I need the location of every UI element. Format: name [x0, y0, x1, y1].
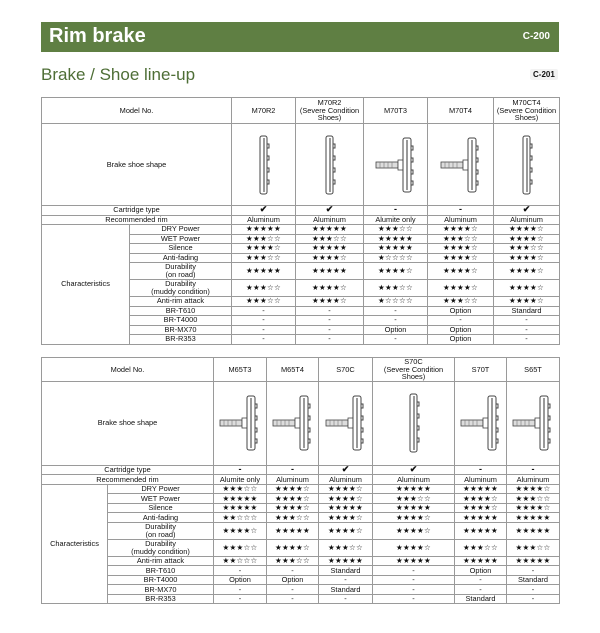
cell-mx70: - — [267, 585, 319, 595]
model-name-line: S70T — [471, 364, 490, 374]
star-rating: ★★★☆☆ — [232, 297, 296, 307]
cell-r353: - — [507, 594, 560, 604]
row-label-br-r353: BR-R353 — [130, 335, 232, 345]
brake-shoe-image — [364, 124, 428, 206]
star-rating: ★★★★☆ — [428, 244, 494, 254]
star-rating: ★★★★☆ — [232, 244, 296, 254]
star-rating: ★★★☆☆ — [296, 234, 364, 244]
cell-cartridge: - — [507, 465, 560, 475]
star-rating: ★★★★★ — [507, 513, 560, 523]
model-name-line: (Severe Condition Shoes) — [383, 364, 444, 382]
cell-t4000: - — [296, 316, 364, 326]
star-rating: ★★★★☆ — [428, 253, 494, 263]
cell-r353: - — [319, 594, 373, 604]
cell-cartridge: - — [364, 206, 428, 216]
star-rating: ★★★★☆ — [494, 297, 560, 307]
star-rating: ★★★★☆ — [319, 522, 373, 539]
brake-shoe-shape-icon — [511, 392, 555, 454]
page-code: C-200 — [522, 31, 550, 42]
cell-r353: Option — [428, 335, 494, 345]
star-rating: ★★★☆☆ — [507, 539, 560, 556]
cell-t4000: - — [494, 316, 560, 326]
row-label-line: (on road) — [145, 529, 176, 539]
model-name — [455, 358, 507, 382]
model-name-line: S70C — [336, 364, 355, 374]
star-rating: ★★★★★ — [507, 556, 560, 566]
star-rating: ★★★☆☆ — [373, 494, 455, 504]
star-rating: ★★★★★ — [214, 503, 267, 513]
model-name — [214, 358, 267, 382]
row-label-br-t4000: BR-T4000 — [130, 316, 232, 326]
star-rating: ★★★★☆ — [494, 263, 560, 280]
star-rating: ★★★★☆ — [296, 253, 364, 263]
model-name-line: M70T3 — [383, 105, 407, 115]
model-name-line: Shoes) — [514, 113, 539, 123]
row-label-wet-power: WET Power — [130, 234, 232, 244]
star-rating: ★★★☆☆ — [428, 297, 494, 307]
cell-t610: - — [214, 566, 267, 576]
cell-t610: - — [296, 306, 364, 316]
brake-shoe-image — [214, 381, 267, 465]
brake-shoe-shape-icon — [323, 134, 337, 196]
cell-rim: Alumite only — [214, 475, 267, 485]
model-name-line: M70T4 — [448, 105, 472, 115]
cell-t4000: - — [455, 575, 507, 585]
model-name-line: M70R2 — [251, 105, 276, 115]
star-rating: ★★★☆☆ — [455, 539, 507, 556]
row-label-dry-power: DRY Power — [130, 225, 232, 235]
brake-shoe-image — [494, 124, 560, 206]
star-rating: ★★★★★ — [373, 503, 455, 513]
model-name — [428, 98, 494, 124]
star-rating: ★★★★☆ — [373, 539, 455, 556]
cell-r353: Standard — [455, 594, 507, 604]
cell-cartridge: ✔ — [296, 206, 364, 216]
cell-mx70: - — [455, 585, 507, 595]
brake-shoe-shape-icon — [324, 392, 368, 454]
cell-t4000: Option — [267, 575, 319, 585]
star-rating: ★★★☆☆ — [494, 244, 560, 254]
brake-shoe-image — [296, 124, 364, 206]
star-rating: ★★★★☆ — [494, 253, 560, 263]
star-rating: ★★★★☆ — [494, 234, 560, 244]
cell-rim: Aluminum — [455, 475, 507, 485]
row-label-wet-power: WET Power — [108, 494, 214, 504]
star-rating: ★★★★☆ — [214, 522, 267, 539]
star-rating: ★★★★★ — [507, 522, 560, 539]
model-name-line: M65T4 — [280, 364, 304, 374]
cell-mx70: Standard — [319, 585, 373, 595]
star-rating: ★★★☆☆ — [232, 280, 296, 297]
cell-cartridge: - — [267, 465, 319, 475]
cell-cartridge: ✔ — [232, 206, 296, 216]
cell-mx70: - — [373, 585, 455, 595]
cell-r353: - — [214, 594, 267, 604]
model-name — [507, 358, 560, 382]
brake-shoe-shape-icon — [407, 392, 421, 454]
star-rating: ★★★★★ — [232, 263, 296, 280]
model-name — [296, 98, 364, 124]
star-rating: ★★☆☆☆ — [214, 556, 267, 566]
cell-rim: Aluminum — [319, 475, 373, 485]
brake-shoe-image — [319, 381, 373, 465]
star-rating: ★★★★★ — [296, 263, 364, 280]
cell-cartridge: ✔ — [494, 206, 560, 216]
model-name-line: S70C — [404, 357, 423, 366]
cell-r353: - — [267, 594, 319, 604]
star-rating: ★★★☆☆ — [364, 225, 428, 235]
star-rating: ★★★★☆ — [296, 297, 364, 307]
brake-shoe-image — [232, 124, 296, 206]
row-label-line: (muddy condition) — [131, 546, 190, 556]
star-rating: ★★★☆☆ — [214, 484, 267, 494]
star-rating: ★★★★☆ — [373, 522, 455, 539]
cell-t610: - — [232, 306, 296, 316]
star-rating: ★★★★★ — [267, 522, 319, 539]
section-title: Brake / Shoe line-up — [41, 65, 196, 84]
cell-rim: Aluminum — [494, 215, 560, 225]
star-rating: ★★★☆☆ — [364, 280, 428, 297]
star-rating: ★★★★☆ — [507, 484, 560, 494]
brake-shoe-shape-label: Brake shoe shape — [42, 124, 232, 206]
row-label-anti-rim-attack: Anti-rim attack — [108, 556, 214, 566]
lineup-table-1 — [41, 97, 560, 345]
star-rating: ★★★★★ — [373, 556, 455, 566]
model-name-line: Shoes) — [317, 113, 342, 123]
cell-t610: Standard — [494, 306, 560, 316]
row-label-line: (on road) — [165, 270, 196, 279]
cell-mx70: - — [214, 585, 267, 595]
star-rating: ★★★★☆ — [319, 494, 373, 504]
star-rating: ★★★★★ — [364, 234, 428, 244]
model-name-line: (Severe Condition — [299, 105, 360, 115]
star-rating: ★★★★☆ — [267, 484, 319, 494]
row-label-recommended-rim: Recommended rim — [42, 475, 214, 485]
star-rating: ★★★★★ — [319, 503, 373, 513]
cell-mx70: - — [494, 325, 560, 335]
cell-t610: - — [373, 566, 455, 576]
characteristics-label: Characteristics — [42, 484, 108, 604]
cell-cartridge: - — [455, 465, 507, 475]
cell-t4000: Option — [214, 575, 267, 585]
star-rating: ★★★★★ — [455, 513, 507, 523]
model-name-line: M70R2 — [317, 98, 342, 108]
cell-t610: Option — [428, 306, 494, 316]
star-rating: ★★★★☆ — [267, 494, 319, 504]
row-label-br-mx70: BR-MX70 — [108, 585, 214, 595]
row-label-anti-fading: Anti-fading — [130, 253, 232, 263]
cell-mx70: - — [507, 585, 560, 595]
row-label-line: (muddy condition) — [151, 287, 210, 296]
star-rating: ★★★☆☆ — [267, 556, 319, 566]
star-rating: ★★★★☆ — [296, 280, 364, 297]
page-header-bar — [41, 22, 559, 52]
cell-rim: Aluminum — [267, 475, 319, 485]
brake-shoe-image — [267, 381, 319, 465]
model-name — [373, 358, 455, 382]
star-rating: ★★★★★ — [214, 494, 267, 504]
cell-rim: Aluminum — [232, 215, 296, 225]
cell-t610: Option — [455, 566, 507, 576]
row-label-cartridge-type: Cartridge type — [42, 206, 232, 216]
star-rating: ★★★★☆ — [494, 280, 560, 297]
star-rating: ★★★★☆ — [494, 225, 560, 235]
star-rating: ★★★★☆ — [267, 539, 319, 556]
cell-cartridge: - — [428, 206, 494, 216]
brake-shoe-image — [428, 124, 494, 206]
cell-t4000: - — [373, 575, 455, 585]
cell-t4000: Standard — [507, 575, 560, 585]
cell-t610: - — [267, 566, 319, 576]
cell-t610: - — [364, 306, 428, 316]
cell-rim: Aluminum — [428, 215, 494, 225]
cell-cartridge: - — [214, 465, 267, 475]
star-rating: ★★★★☆ — [455, 503, 507, 513]
star-rating: ★☆☆☆☆ — [364, 253, 428, 263]
star-rating: ★★★☆☆ — [232, 253, 296, 263]
cell-mx70: Option — [428, 325, 494, 335]
cell-r353: - — [494, 335, 560, 345]
row-label-durability-road — [108, 522, 214, 539]
star-rating: ★★★★☆ — [455, 494, 507, 504]
row-label-dry-power: DRY Power — [108, 484, 214, 494]
cell-r353: - — [364, 335, 428, 345]
star-rating: ★★★★☆ — [267, 503, 319, 513]
cell-cartridge: ✔ — [319, 465, 373, 475]
star-rating: ★★★★☆ — [373, 513, 455, 523]
row-label-durability-muddy — [130, 280, 232, 297]
brake-shoe-shape-icon — [439, 134, 483, 196]
star-rating: ★★★★★ — [455, 522, 507, 539]
row-label-silence: Silence — [108, 503, 214, 513]
star-rating: ★★★★☆ — [428, 263, 494, 280]
cell-rim: Aluminum — [296, 215, 364, 225]
model-name — [232, 98, 296, 124]
characteristics-label: Characteristics — [42, 225, 130, 345]
star-rating: ★★★★☆ — [319, 513, 373, 523]
star-rating: ★★★★☆ — [428, 280, 494, 297]
cell-t4000: - — [319, 575, 373, 585]
lineup-table-2 — [41, 357, 560, 604]
brake-shoe-shape-label: Brake shoe shape — [42, 381, 214, 465]
section-code: C-201 — [530, 69, 558, 80]
model-name-line: M70CT4 — [512, 98, 541, 108]
cell-t4000: - — [428, 316, 494, 326]
cell-t610: Standard — [319, 566, 373, 576]
star-rating: ★★★☆☆ — [319, 539, 373, 556]
star-rating: ★★★★☆ — [364, 263, 428, 280]
model-name-line: S65T — [524, 364, 542, 374]
star-rating: ★★★☆☆ — [214, 539, 267, 556]
cell-r353: - — [232, 335, 296, 345]
star-rating: ★★★☆☆ — [428, 234, 494, 244]
cell-cartridge: ✔ — [373, 465, 455, 475]
star-rating: ★★★★★ — [319, 556, 373, 566]
row-label-br-t610: BR-T610 — [108, 566, 214, 576]
star-rating: ★☆☆☆☆ — [364, 297, 428, 307]
cell-t4000: - — [364, 316, 428, 326]
model-name — [364, 98, 428, 124]
brake-shoe-image — [373, 381, 455, 465]
row-label-br-r353: BR-R353 — [108, 594, 214, 604]
page-title: Rim brake — [49, 25, 146, 47]
star-rating: ★★★★★ — [296, 225, 364, 235]
row-label-silence: Silence — [130, 244, 232, 254]
star-rating: ★★☆☆☆ — [214, 513, 267, 523]
row-label-line: Durability — [165, 262, 196, 272]
brake-shoe-shape-icon — [257, 134, 271, 196]
cell-rim: Alumite only — [364, 215, 428, 225]
cell-rim: Aluminum — [373, 475, 455, 485]
model-name — [494, 98, 560, 124]
row-label-line: Durability — [165, 279, 196, 289]
model-name — [319, 358, 373, 382]
model-name — [267, 358, 319, 382]
row-label-cartridge-type: Cartridge type — [42, 465, 214, 475]
star-rating: ★★★★★ — [455, 484, 507, 494]
row-label-br-t4000: BR-T4000 — [108, 575, 214, 585]
cell-r353: - — [296, 335, 364, 345]
row-label-durability-muddy — [108, 539, 214, 556]
model-no-label: Model No. — [42, 358, 214, 382]
model-no-label: Model No. — [42, 98, 232, 124]
cell-rim: Aluminum — [507, 475, 560, 485]
row-label-anti-fading: Anti-fading — [108, 513, 214, 523]
star-rating: ★★★★★ — [455, 556, 507, 566]
star-rating: ★★★★★ — [296, 244, 364, 254]
cell-mx70: Option — [364, 325, 428, 335]
row-label-line: Durability — [145, 522, 176, 532]
cell-t610: - — [507, 566, 560, 576]
row-label-br-t610: BR-T610 — [130, 306, 232, 316]
brake-shoe-shape-icon — [374, 134, 418, 196]
cell-t4000: - — [232, 316, 296, 326]
cell-mx70: - — [232, 325, 296, 335]
star-rating: ★★★★★ — [373, 484, 455, 494]
brake-shoe-shape-icon — [459, 392, 503, 454]
row-label-recommended-rim: Recommended rim — [42, 215, 232, 225]
star-rating: ★★★★☆ — [319, 484, 373, 494]
brake-shoe-shape-icon — [520, 134, 534, 196]
brake-shoe-image — [507, 381, 560, 465]
row-label-line: Durability — [145, 539, 176, 549]
star-rating: ★★★☆☆ — [507, 494, 560, 504]
model-name-line: M65T3 — [228, 364, 252, 374]
row-label-anti-rim-attack: Anti-rim attack — [130, 297, 232, 307]
row-label-br-mx70: BR-MX70 — [130, 325, 232, 335]
cell-mx70: - — [296, 325, 364, 335]
star-rating: ★★★☆☆ — [232, 234, 296, 244]
star-rating: ★★★☆☆ — [267, 513, 319, 523]
star-rating: ★★★★☆ — [428, 225, 494, 235]
model-name-line: (Severe Condition — [496, 105, 557, 115]
row-label-durability-road — [130, 263, 232, 280]
brake-shoe-image — [455, 381, 507, 465]
cell-r353: - — [373, 594, 455, 604]
star-rating: ★★★★★ — [364, 244, 428, 254]
brake-shoe-shape-icon — [271, 392, 315, 454]
star-rating: ★★★★☆ — [507, 503, 560, 513]
brake-shoe-shape-icon — [218, 392, 262, 454]
star-rating: ★★★★★ — [232, 225, 296, 235]
